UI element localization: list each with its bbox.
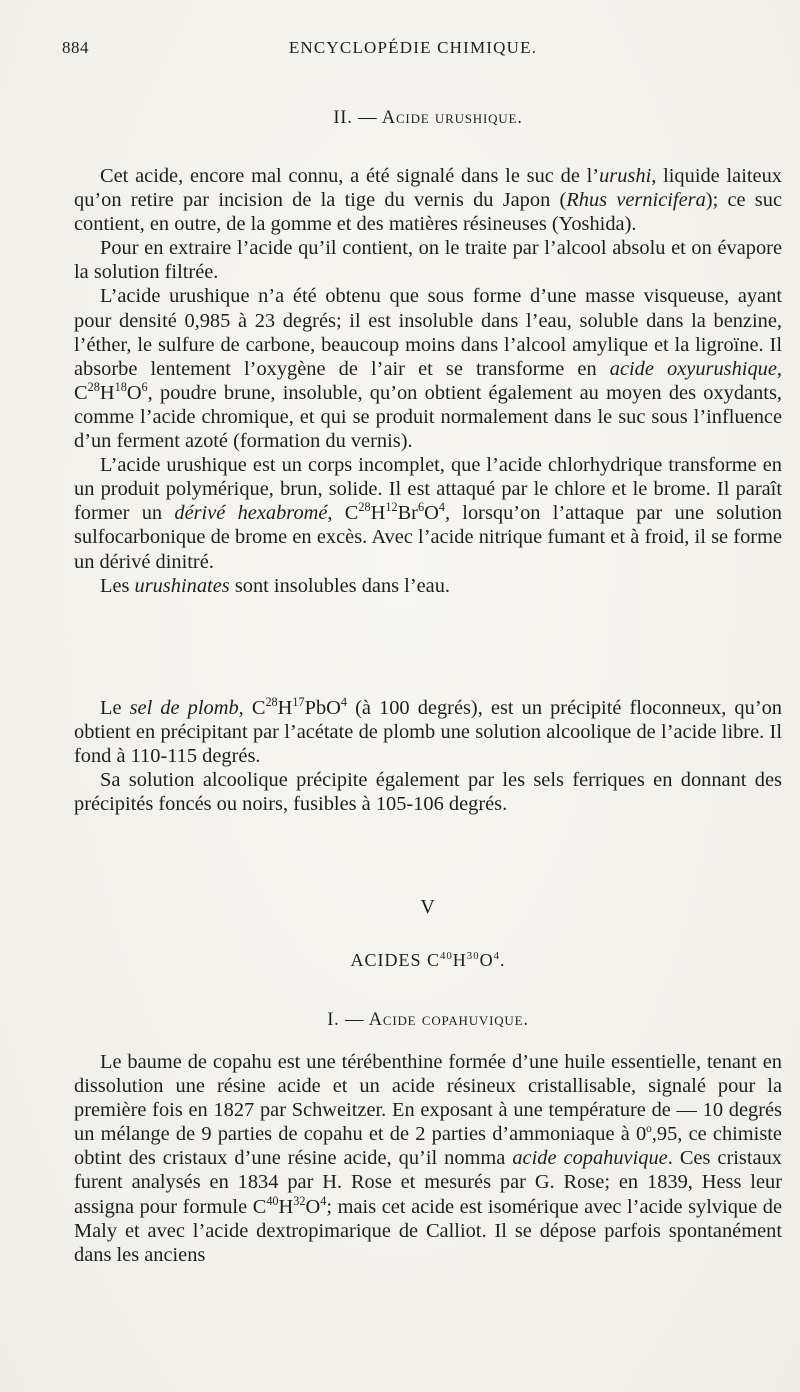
text-run: ACIDES C [350,950,440,970]
text-run: L’acide urushique n’a été obtenu que sous forme d’une masse visqueuse, ayant pour densité 0,985 à 23 degrés; il est insoluble dans l’eau, soluble dans la benzine, l’éther, le sulfure de carbone, beaucoup moins dans l’alcool amylique et la ligroïne. Il absorbe lentement l’oxygène de l’air et se transforme en [74,285,782,380]
formula-index: 4 [340,695,348,710]
italic-term: urushinates [134,574,230,597]
paragraph-urushi-source [74,164,782,236]
formula-index: 28 [87,380,100,395]
text-run: H [99,381,115,404]
formula-index: 30 [466,950,480,962]
degree-mark: o [646,1123,652,1136]
chapter-numeral: V [420,896,436,918]
italic-term: dérivé hexabromé [174,502,328,525]
text-block-copahuvique [74,1050,782,1267]
book-title: ENCYCLOPÉDIE CHIMIQUE. [288,38,538,57]
formula-index: 12 [385,500,398,515]
chapter-title [74,950,782,971]
page-number: 884 [62,38,89,57]
formula-index: 6 [417,500,425,515]
text-run: H [452,950,467,970]
italic-term: acide oxyurushique [609,357,777,380]
text-run: O [305,1195,321,1218]
formula-index: 32 [293,1193,306,1208]
italic-term: acide copahuvique [512,1147,668,1170]
italic-term: Rhus vernicifera [566,189,706,212]
text-run: Br [397,502,418,525]
text-run: , C [238,697,266,719]
formula-index: 28 [358,500,371,515]
section-heading-copahuvique: I. — Acide copahuvique. [327,1010,529,1030]
text-run: H [278,1195,294,1218]
paragraph-extraction: Pour en extraire l’acide qu’il contient, on le traite par l’alcool absolu et on évapore la solution filtrée. [74,237,782,284]
text-run: , liquide laiteux qu’on retire par incision de la tige du vernis du Japon ( [74,165,782,212]
text-block-urushique [74,164,782,598]
text-run: ; mais cet acide est isomérique avec l’acide sylvique de Maly et avec l’acide dextropimarique de Calliot. Il se dépose parfois spontanément dans les anciens [74,1195,783,1266]
text-run: PbO [304,697,341,719]
formula-index: 6 [141,380,148,395]
text-run: O [424,502,439,525]
formula-index: 18 [114,380,127,395]
paragraph-properties [74,284,782,453]
text-run: ,95, ce chimiste obtint des cristaux d’une résine acide, qu’il nomma [74,1123,782,1170]
text-run: , lorsqu’on l’attaque par une solution sulfocarbonique de brome en excès. Avec l’acide nitrique fumant et à froid, il se forme un dérivé dinitré. [74,502,782,573]
text-run: , poudre brune, insoluble, qu’on obtient également au moyen des oxydants, comme l’acide chromique, et qui se produit normalement dans le suc sous l’influence d’un ferment azoté (formation du vernis). [74,381,782,453]
text-run: H [370,502,386,525]
paragraph-urushinates [74,574,782,598]
text-run: . Ces cristaux furent analysés en 1834 par H. Rose et mesurés par G. Rose; en 1839, Hess leur assigna pour formule C [74,1147,782,1218]
paragraph-copahu [74,1050,782,1267]
formula-index: 4 [493,950,500,962]
text-run: (à 100 degrés), est un précipité floconneux, qu’on obtient en précipitant par l’acétate de plomb une solution alcoolique de l’acide libre. Il fond à 110-115 degrés. [74,697,782,768]
text-run: Les [100,574,135,597]
section-heading-urushique: II. — Acide urushique. [333,108,523,128]
text-run: Cet acide, encore mal connu, a été signalé dans le suc de l’ [100,165,600,187]
text-run: Le [100,697,130,719]
text-run: O [126,381,142,404]
formula-index: 4 [438,500,445,515]
paragraph-lead-salt [74,696,782,768]
formula-index: 4 [320,1193,327,1208]
text-run: , C [327,502,359,525]
text-run: sont insolubles dans l’eau. [229,574,451,597]
formula-index: 17 [292,695,305,710]
italic-term: sel de plomb [129,697,239,719]
text-run: Le baume de copahu est une térébenthine formée d’une huile essentielle, tenant en dissolution une résine acide et un acide résineux cristallisable, signalé pour la première fois en 1827 par Schweitzer. En exposant à une température de — 10 degrés un mélange de 9 parties de copahu et de 2 parties d’ammoniaque à 0 [74,1051,782,1146]
italic-term: urushi [599,165,652,187]
text-run: , C [74,357,782,404]
paragraph-reactions [74,453,782,573]
formula-index: 40 [266,1193,279,1208]
text-run: H [277,697,293,719]
running-head [62,38,764,60]
formula-index: 40 [440,950,453,962]
text-run: . [500,950,506,970]
text-run: ); ce suc contient, en outre, de la gomme et des matières résineuses (Yoshida). [74,189,782,236]
text-run: L’acide urushique est un corps incomplet, que l’acide chlorhydrique transforme en un produit polymérique, brun, solide. Il est attaqué par le chlore et le brome. Il paraît former un [74,454,782,525]
paragraph-ferric-salts: Sa solution alcoolique précipite également par les sels ferriques en donnant des précipités foncés ou noirs, fusibles à 105-106 degrés. [74,769,782,816]
formula-index: 28 [265,695,278,710]
text-run: O [479,950,494,970]
text-block-sel-de-plomb [74,696,782,816]
